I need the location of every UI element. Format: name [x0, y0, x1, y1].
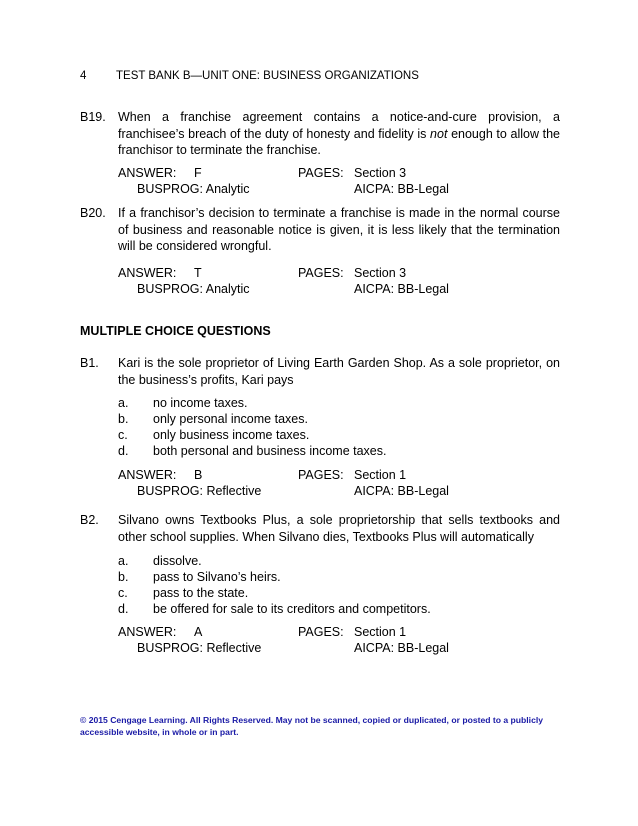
page-number: 4 — [80, 70, 87, 82]
question-text: Silvano owns Textbooks Plus, a sole proprietorship that sells textbooks and other school supplies. When Silvano dies, Textbooks Plus will automatically — [118, 513, 560, 544]
aicpa: AICPA: BB-Legal — [354, 182, 449, 196]
question-number: B1. — [80, 356, 99, 370]
answer-value: A — [194, 625, 203, 639]
answer-label: ANSWER: — [118, 625, 177, 639]
pages-value: Section 3 — [354, 266, 407, 280]
pages-value: Section 1 — [354, 468, 407, 482]
busprog: BUSPROG: Analytic — [137, 182, 250, 196]
aicpa: AICPA: BB-Legal — [354, 282, 449, 296]
pages-label: PAGES: — [298, 625, 344, 639]
answer-label: ANSWER: — [118, 468, 177, 482]
question-b1 — [80, 355, 560, 388]
busprog: BUSPROG: Reflective — [137, 641, 262, 655]
answer-value: F — [194, 166, 202, 180]
question-b19 — [80, 109, 560, 159]
question-b20 — [80, 205, 560, 255]
aicpa: AICPA: BB-Legal — [354, 484, 449, 498]
answer-label: ANSWER: — [118, 266, 177, 280]
question-number: B19. — [80, 110, 106, 124]
page-header — [80, 70, 419, 82]
answer-label: ANSWER: — [118, 166, 177, 180]
aicpa: AICPA: BB-Legal — [354, 641, 449, 655]
pages-value: Section 1 — [354, 625, 407, 639]
answer-value: B — [194, 468, 203, 482]
question-number: B20. — [80, 206, 106, 220]
answer-value: T — [194, 266, 202, 280]
question-b2 — [80, 512, 560, 545]
pages-label: PAGES: — [298, 468, 344, 482]
busprog: BUSPROG: Analytic — [137, 282, 250, 296]
question-text: Kari is the sole proprietor of Living Earth Garden Shop. As a sole proprietor, on the business’s profits, Kari pays — [118, 356, 560, 387]
header-title: TEST BANK B—UNIT ONE: BUSINESS ORGANIZATIONS — [116, 70, 419, 82]
pages-value: Section 3 — [354, 166, 407, 180]
document-page: 4 TEST BANK B—UNIT ONE: BUSINESS ORGANIZATIONS B19. When a franchise agreement contains a notice-and-cure provision, a franchisee’s breach of the duty of honesty and fidelity is not enough to allow the franchisor to terminate the franchise. ANSWER: F PAGES: Section 3 BUSPROG: Analytic AICPA: BB-Legal B20. If a franchisor’s decision to terminate a franchise is made in the normal course of business and reasonable notice is given, it is less likely that the termination will be considered wrongful. ANSWER: T PAGES: Section 3 BUSPROG: Analytic AICPA: BB-Legal MULTIPLE CHOICE QUESTIONS B1. Kari is the sole proprietor of Living Earth Garden Shop. As a sole proprietor, on the business’s profits, Kari pays a. no income taxes. b. only personal income taxes. c. only business income taxes. d. both personal and business income taxes. ANSWER: B PAGES: Section 1 BUSPROG: Reflective AICPA: BB-Legal B2. Silvano owns Textbooks Plus, a sole proprietorship that sells textbooks and other school supplies. When Silvano dies, Textbooks Plus will automatically a. dissolve. b. pass to Silvano’s heirs. c. pass to the state. d. be offered for sale to its creditors and competitors. ANSWER: A PAGES: Section 1 BUSPROG: Reflective AICPA: BB-Legal © 2015 Cengage Learning. All Rights Reserved. May not be scanned, copied or duplicated, or posted to a publicly accessible website, in whole or in part. — [80, 70, 560, 737]
pages-label: PAGES: — [298, 166, 344, 180]
question-text: If a franchisor’s decision to terminate a franchise is made in the normal course of business and reasonable notice is given, it is less likely that the termination will be considered wrongful. — [118, 206, 560, 253]
question-number: B2. — [80, 513, 99, 527]
question-text: When a franchise agreement contains a notice-and-cure provision, a franchisee’s breach of the duty of honesty and fidelity is not enough to allow the franchisor to terminate the franchise. — [118, 110, 560, 157]
section-title: MULTIPLE CHOICE QUESTIONS — [80, 324, 271, 338]
busprog: BUSPROG: Reflective — [137, 484, 262, 498]
copyright-footer: © 2015 Cengage Learning. All Rights Reserved. May not be scanned, copied or duplicated, or posted to a publicly accessible website, in whole or in part. — [80, 715, 544, 737]
pages-label: PAGES: — [298, 266, 344, 280]
